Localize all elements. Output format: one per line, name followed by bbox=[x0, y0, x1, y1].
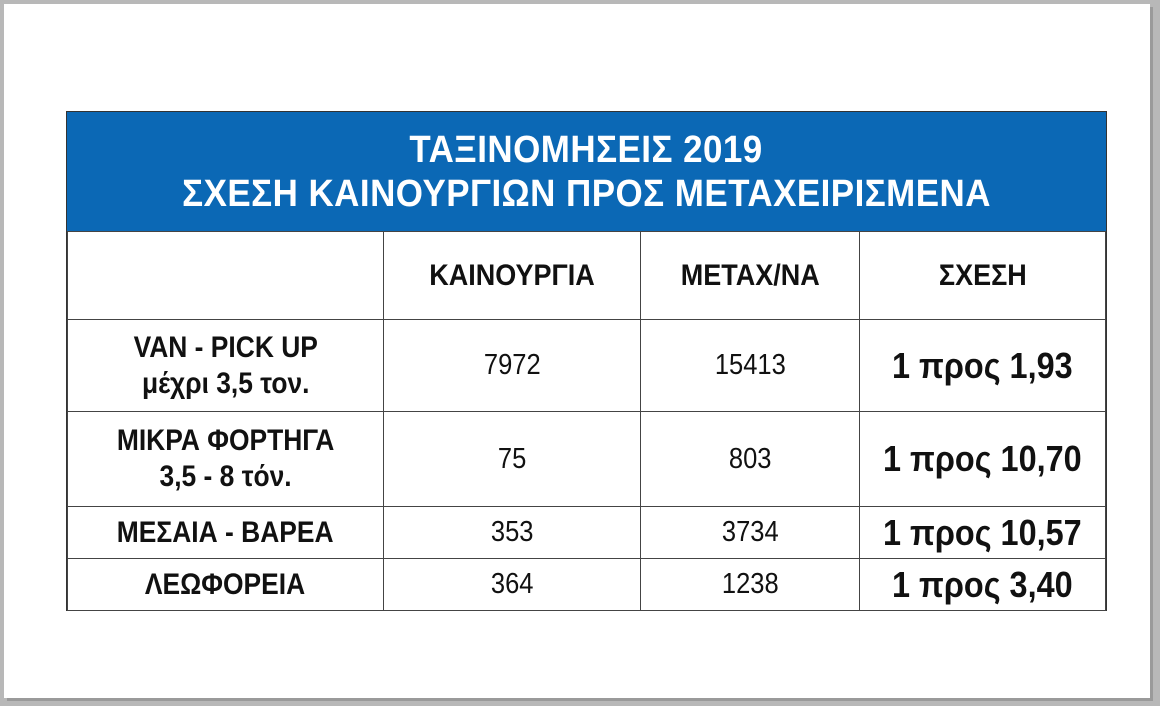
ratio-value: 1 προς 10,70 bbox=[883, 438, 1082, 479]
row-label-cell bbox=[68, 559, 384, 611]
row-label-line1: ΜΙΚΡΑ ΦΟΡΤΗΓΑ bbox=[116, 424, 335, 457]
used-value-cell bbox=[641, 507, 860, 559]
used-value: 15413 bbox=[714, 349, 786, 381]
new-value: 364 bbox=[490, 568, 534, 600]
used-value: 3734 bbox=[721, 516, 779, 548]
row-label-cell bbox=[68, 320, 384, 412]
ratio-value-cell bbox=[860, 559, 1106, 611]
header-used-cell bbox=[641, 232, 860, 320]
ratio-value: 1 προς 1,93 bbox=[892, 344, 1073, 386]
new-value: 353 bbox=[490, 516, 534, 548]
new-value-cell bbox=[384, 320, 641, 412]
used-value-cell bbox=[641, 559, 860, 611]
header-new-cell bbox=[384, 232, 641, 320]
table-row bbox=[68, 559, 1106, 611]
header-category-cell bbox=[68, 232, 384, 320]
new-value-cell bbox=[384, 507, 641, 559]
title-line-1: ΤΑΞΙΝΟΜΗΣΕΙΣ 2019 bbox=[409, 128, 764, 171]
title-banner bbox=[67, 112, 1106, 231]
ratio-value-cell bbox=[860, 320, 1106, 412]
new-value: 75 bbox=[497, 442, 527, 475]
row-label-cell bbox=[68, 507, 384, 559]
row-label-line2: 3,5 - 8 τόν. bbox=[159, 460, 292, 493]
ratio-value-cell bbox=[860, 507, 1106, 559]
row-label-cell bbox=[68, 412, 384, 507]
header-used: ΜΕΤΑΧ/ΝΑ bbox=[680, 258, 820, 292]
table-row bbox=[68, 320, 1106, 412]
row-label-line1: ΜΕΣΑΙΑ - ΒΑΡΕΑ bbox=[117, 515, 334, 549]
ratio-value: 1 προς 10,57 bbox=[883, 511, 1082, 553]
used-value-cell bbox=[641, 412, 860, 507]
used-value: 803 bbox=[728, 442, 772, 475]
used-value: 1238 bbox=[721, 568, 779, 600]
header-ratio-cell bbox=[860, 232, 1106, 320]
used-value-cell bbox=[641, 320, 860, 412]
new-value-cell bbox=[384, 412, 641, 507]
table-header-row bbox=[68, 232, 1106, 320]
title-line-2: ΣΧΕΣΗ ΚΑΙΝΟΥΡΓΙΩΝ ΠΡΟΣ ΜΕΤΑΧΕΙΡΙΣΜΕΝΑ bbox=[182, 172, 991, 215]
ratio-value-cell bbox=[860, 412, 1106, 507]
new-value-cell bbox=[384, 559, 641, 611]
row-label-line1: ΛΕΩΦΟΡΕΙΑ bbox=[145, 567, 306, 601]
registrations-table-card bbox=[66, 111, 1107, 611]
header-new: ΚΑΙΝΟΥΡΓΙΑ bbox=[429, 258, 595, 292]
header-ratio: ΣΧΕΣΗ bbox=[938, 258, 1027, 292]
table-row bbox=[68, 507, 1106, 559]
table-row bbox=[68, 412, 1106, 507]
new-value: 7972 bbox=[483, 349, 541, 381]
row-label-line2: μέχρι 3,5 τον. bbox=[141, 366, 310, 400]
ratio-value: 1 προς 3,40 bbox=[892, 563, 1073, 605]
image-frame bbox=[4, 4, 1150, 698]
registrations-table bbox=[67, 231, 1106, 611]
row-label-line1: VAN - PICK UP bbox=[133, 330, 318, 364]
